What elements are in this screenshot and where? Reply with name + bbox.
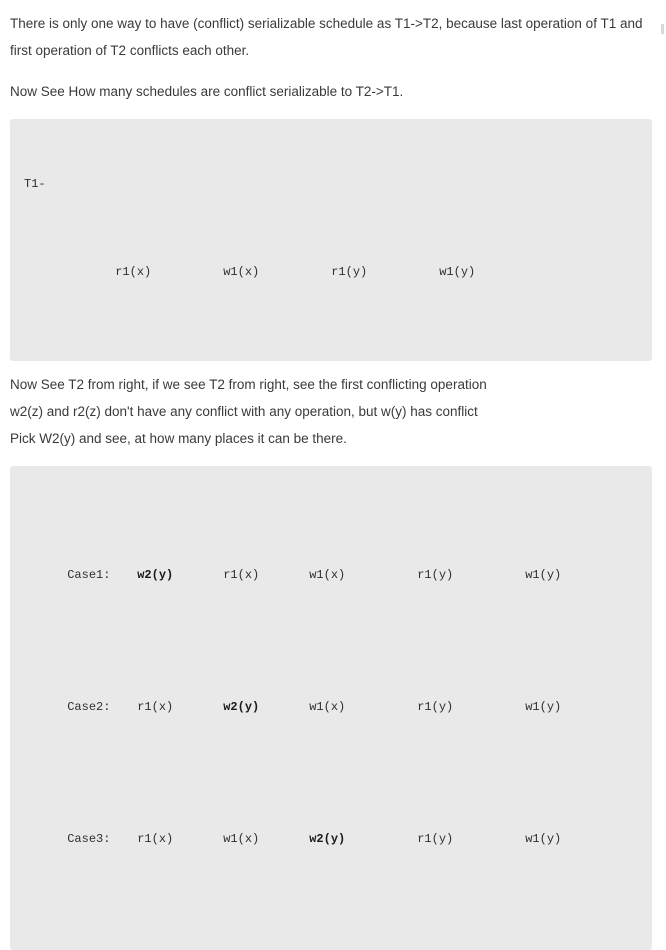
page-edge-artifact (661, 24, 664, 34)
paragraph-explanation-line-3: Pick W2(y) and see, at how many places it can be there. (10, 431, 347, 446)
schedule-op-3: r1(y) (331, 265, 368, 279)
schedule-op-1: r1(x) (115, 265, 152, 279)
schedule-label: T1- (24, 177, 46, 191)
case-cell: w1(y) (525, 832, 562, 846)
case-cell: w2(y) (137, 568, 174, 582)
case-cell: w1(x) (309, 568, 346, 582)
case-cell: w1(y) (525, 700, 562, 714)
paragraph-explanation-line-2: w2(z) and r2(z) don't have any conflict with any operation, but w(y) has conflict (10, 404, 478, 419)
case-cell: r1(x) (223, 568, 260, 582)
case-cell: w2(y) (223, 700, 260, 714)
cases-code-block (10, 466, 652, 950)
case-cell: r1(y) (417, 700, 454, 714)
paragraph-question: Now See How many schedules are conflict serializable to T2->T1. (10, 84, 404, 99)
case-cell: r1(y) (417, 568, 454, 582)
case-cell: r1(y) (417, 832, 454, 846)
case-row (24, 542, 638, 608)
case-cell: r1(x) (137, 700, 174, 714)
case-cell: w1(x) (309, 700, 346, 714)
schedule-op-4: w1(y) (439, 265, 476, 279)
schedule-op-2: w1(x) (223, 265, 260, 279)
schedule-operations-row (24, 239, 638, 305)
case-cell: w2(y) (309, 832, 346, 846)
case-label: Case1: (67, 568, 111, 582)
paragraph-intro: There is only one way to have (conflict) serializable schedule as T1->T2, because last operation of T1 and first operation of T2 conflicts each other. (10, 16, 643, 58)
paragraph-question-container (10, 78, 652, 105)
case-label: Case3: (67, 832, 111, 846)
paragraph-intro-container (10, 10, 652, 64)
paragraph-explanation-line-1: Now See T2 from right, if we see T2 from right, see the first conflicting operation (10, 377, 487, 392)
case-cell: w1(y) (525, 568, 562, 582)
case-cell: w1(x) (223, 832, 260, 846)
case-row (24, 674, 638, 740)
case-row (24, 806, 638, 872)
case-label: Case2: (67, 700, 111, 714)
case-cell: r1(x) (137, 832, 174, 846)
schedule-code-block (10, 119, 652, 361)
paragraph-explanation-container (10, 371, 652, 452)
